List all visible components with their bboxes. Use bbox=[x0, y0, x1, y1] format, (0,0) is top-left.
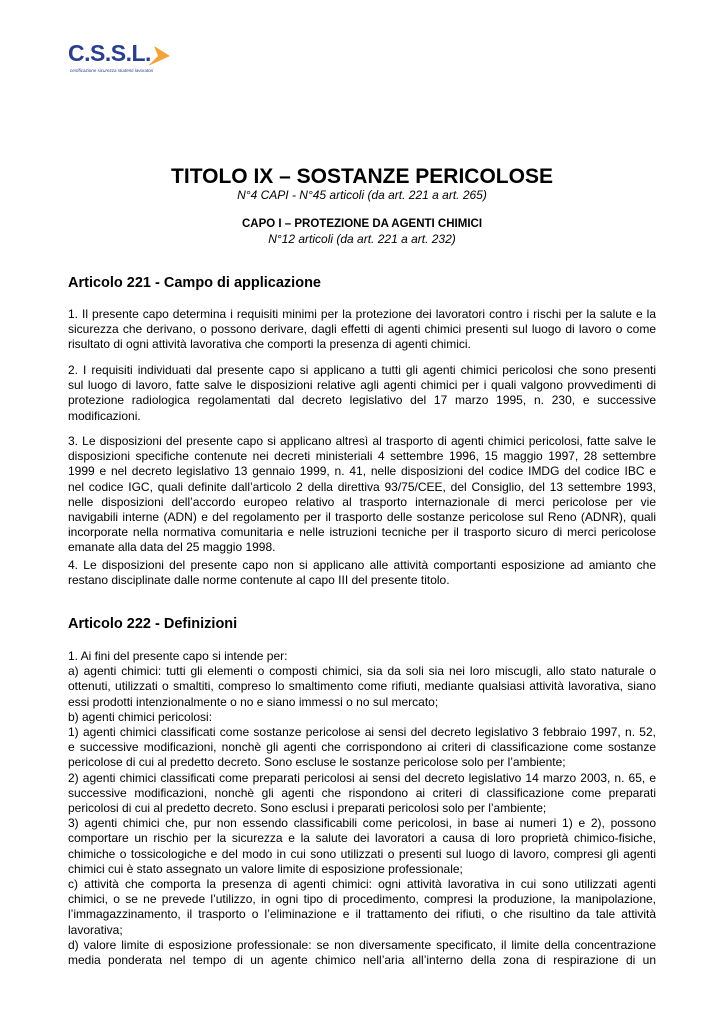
article-221-paragraph-3 bbox=[68, 434, 656, 556]
text-line: ottenuti, utilizzati o smaltiti, compreso lo smaltimento come rifiuti, mediante qualsiasi attività lavorativa, siano bbox=[68, 679, 656, 694]
page-subtitle: N°4 CAPI - N°45 articoli (da art. 221 a art. 265) bbox=[237, 188, 487, 202]
text-line: lavorativa; bbox=[68, 922, 123, 937]
text-line: disposizioni specifiche contenute nei decreti ministeriali 4 settembre 1996, 15 maggio 1997, 28 settembre bbox=[68, 449, 656, 464]
text-line: 1) agenti chimici classificati come sostanze pericolose ai sensi del decreto legislativo 3 febbraio 1997, n. 52, bbox=[68, 725, 656, 740]
article-221-paragraph-1 bbox=[68, 307, 656, 353]
article-221-paragraph-2 bbox=[68, 363, 656, 424]
text-line: risultato di ogni attività lavorativa che comporti la presenza di agenti chimici. bbox=[68, 337, 471, 352]
text-line: nel codice IGC, quali definite dall’articolo 2 della direttiva 93/75/CEE, del Consiglio, del 13 settembre 1993, bbox=[68, 479, 656, 494]
logo-tagline: certificazione sicurezza studenti lavoratori bbox=[70, 68, 154, 73]
text-line: chimici, o se ne prevede l’utilizzo, in ogni tipo di procedimento, compresi la produzione, la manipolazione, bbox=[68, 892, 656, 907]
text-line: d) valore limite di esposizione professionale: se non diversamente specificato, il limite della concentrazione bbox=[68, 937, 656, 952]
text-line: b) agenti chimici pericolosi: bbox=[68, 709, 213, 724]
text-line: 2) agenti chimici classificati come preparati pericolosi ai sensi del decreto legislativo 14 marzo 2003, n. 65, e bbox=[68, 770, 656, 785]
text-line: modificazioni. bbox=[68, 408, 141, 423]
text-line: emanate alla data del 25 maggio 1998. bbox=[68, 540, 276, 555]
text-line: protezione radiologica regolamentati dal decreto legislativo del 17 marzo 1995, n. 230, e successive bbox=[68, 393, 656, 408]
text-line: essi prodotti intenzionalmente o no e siano immessi o no sul mercato; bbox=[68, 694, 439, 709]
text-line: pericolose di cui al predetto decreto. Sono escluse le sostanze pericolose solo per l’ambiente; bbox=[68, 755, 566, 770]
logo-name: C.S.S.L. bbox=[68, 40, 151, 66]
text-line: 1999 e nel decreto legislativo 13 gennaio 1999, n. 41, nelle disposizioni del codice IMDG del codice IBC e bbox=[68, 464, 656, 479]
text-line: incorporate nella normativa comunitaria e nelle istruzioni tecniche per il trasporto sicuro di merci pericolose bbox=[68, 525, 656, 540]
text-line: a) agenti chimici: tutti gli elementi o composti chimici, sia da soli sia nei loro miscugli, allo stato naturale o bbox=[68, 664, 656, 679]
text-line: c) attività che comporta la presenza di agenti chimici: ogni attività lavorativa in cui sono utilizzati agenti bbox=[68, 877, 656, 892]
capo-title: CAPO I – PROTEZIONE DA AGENTI CHIMICI bbox=[241, 218, 483, 230]
text-line: successive modificazioni, nonchè gli agenti che rispondono ai criteri di classificazione come preparati bbox=[68, 785, 656, 800]
text-line: 3) agenti chimici che, pur non essendo classificabili come pericolosi, in base ai numeri 1) e 2), possono bbox=[68, 816, 656, 831]
article-221-paragraph-4 bbox=[68, 558, 656, 588]
text-line: nelle disposizioni dell’accordo europeo relativo al trasporto internazionale di merci pericolose per vie bbox=[68, 494, 656, 509]
text-line: media ponderata nel tempo di un agente chimico nell’aria all’interno della zona di respirazione di un bbox=[68, 953, 656, 968]
text-line: sicurezza che derivano, o possono derivare, dagli effetti di agenti chimici presenti sul luogo di lavoro o come bbox=[68, 322, 656, 337]
text-line: chimiche o tossicologiche e del modo in cui sono utilizzati o presenti sul luogo di lavoro, compresi gli agenti bbox=[68, 846, 656, 861]
article-222-heading: Articolo 222 - Definizioni bbox=[68, 616, 238, 632]
text-line: l’immagazzinamento, il trasporto o l’eliminazione e il trattamento dei rifiuti, o che risultino da tale attività bbox=[68, 907, 656, 922]
text-line: 2. I requisiti individuati dal presente capo si applicano a tutti gli agenti chimici pericolosi che sono presenti bbox=[68, 363, 656, 377]
article-221-heading: Articolo 221 - Campo di applicazione bbox=[68, 275, 321, 291]
text-line: pericolosi di cui al predetto decreto. Sono esclusi i preparati pericolosi solo per l’ambiente; bbox=[68, 801, 547, 816]
text-line: e successive modificazioni, nonchè gli agenti che corrispondono ai criteri di classificazione come sostanze bbox=[68, 740, 656, 755]
capo-subtitle: N°12 articoli (da art. 221 a art. 232) bbox=[268, 232, 456, 246]
page-title: TITOLO IX – SOSTANZE PERICOLOSE bbox=[171, 165, 553, 188]
logo bbox=[68, 40, 172, 80]
article-222-paragraph-1 bbox=[68, 649, 656, 968]
text-line: chimici cui è stato assegnato un valore limite di esposizione professionale; bbox=[68, 861, 463, 876]
text-line: sul luogo di lavoro, fatte salve le disposizioni relative agli agenti chimici per i quali valgono provvedimenti di bbox=[68, 378, 656, 393]
text-line: restano disciplinate dalle norme contenute al capo III del presente titolo. bbox=[68, 573, 450, 588]
text-line: 1. Ai fini del presente capo si intende per: bbox=[68, 649, 288, 663]
text-line: 1. Il presente capo determina i requisiti minimi per la protezione dei lavoratori contro i rischi per la salute e la bbox=[68, 307, 656, 321]
text-line: comportare un rischio per la sicurezza e la salute dei lavoratori a causa di loro proprietà chimico-fisiche, bbox=[68, 831, 656, 846]
text-line: navigabili interne (ADN) e del regolamento per il trasporto delle sostanze pericolose sul Reno (ADNR), quali bbox=[68, 510, 656, 525]
text-line: 3. Le disposizioni del presente capo si applicano altresì al trasporto di agenti chimici pericolosi, fatte salve le bbox=[68, 434, 656, 448]
text-line: 4. Le disposizioni del presente capo non si applicano alle attività comportanti esposizione ad amianto che bbox=[68, 558, 656, 572]
logo-arrow-icon bbox=[146, 44, 172, 68]
